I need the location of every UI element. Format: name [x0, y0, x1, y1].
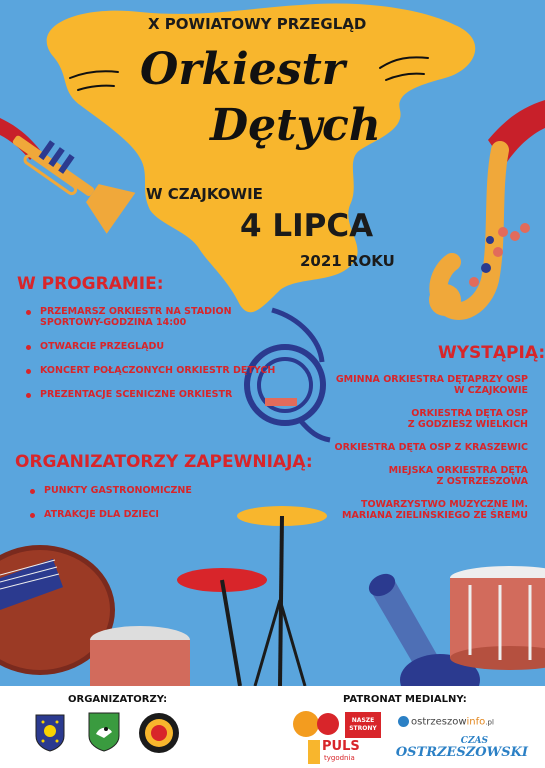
performers-list [335, 374, 528, 521]
czas-ostrzeszowski-logo [368, 736, 528, 762]
czas-text-b: OSTRZESZOWSKI [395, 745, 528, 760]
ostrzeszowinfo-logo [398, 716, 494, 728]
provide-list [30, 485, 192, 520]
list-item [26, 341, 275, 352]
puls-text: PULS [322, 739, 360, 754]
ostrz-text-a: ostrzeszow [411, 716, 467, 728]
program-heading: W PROGRAMIE: [17, 274, 164, 294]
coat-of-arms-icon [35, 714, 65, 752]
performer-5b: MARIANA ZIELIŃSKIEGO ZE ŚREMU [342, 510, 528, 521]
list-item [30, 485, 192, 496]
fire-brigade-badge-icon [138, 712, 180, 754]
drum-right [450, 566, 545, 670]
provide-item-2: ATRAKCJE DLA DZIECI [44, 509, 159, 520]
drum-bottom [90, 626, 190, 686]
performer-1a: GMINNA ORKIESTRA DĘTAPRZY OSP [335, 374, 528, 385]
list-item [30, 509, 192, 520]
provide-item-1: PUNKTY GASTRONOMICZNE [44, 485, 192, 496]
nasze-strony-text: NASZE STRONY [349, 717, 377, 732]
event-date: 4 LIPCA [240, 208, 374, 244]
performer-1b: W CZAJKOWIE [453, 385, 528, 396]
nasze-strony-logo [345, 712, 381, 738]
drum-kit [177, 506, 327, 686]
program-item-1b: SPORTOWY-GODZINA 14:00 [40, 317, 187, 328]
program-item-1a: PRZEMARSZ ORKIESTR NA STADION [40, 306, 232, 317]
festival-subtitle: X POWIATOWY PRZEGLĄD [148, 15, 367, 33]
saxophone [429, 150, 530, 316]
title-detych: Dętych [210, 100, 381, 151]
list-item [26, 317, 275, 328]
place: W CZAJKOWIE [146, 185, 263, 203]
list-item [26, 365, 275, 376]
puls-tygodnia-logo [308, 740, 360, 764]
puls-sub-text: tygodnia [324, 754, 355, 762]
title-orkiestr: Orkiestr [140, 44, 345, 95]
program-list [26, 306, 275, 400]
performer-5a: TOWARZYSTWO MUZYCZNE IM. [360, 499, 528, 510]
list-item [26, 306, 275, 317]
media-label: PATRONAT MEDIALNY: [343, 694, 467, 705]
performer-2a: ORKIESTRA DĘTA OSP [411, 408, 528, 419]
czas-text-a: CZAS [460, 736, 488, 746]
organizers-label: ORGANIZATORZY: [68, 694, 168, 705]
performer-4b: Z OSTRZESZOWA [436, 476, 528, 487]
list-item [26, 389, 275, 400]
program-item-3: KONCERT POŁĄCZONYCH ORKIESTR DĘTYCH [40, 365, 276, 376]
program-item-2: OTWARCIE PRZEGLĄDU [40, 341, 165, 352]
performer-4a: MIEJSKA ORKIESTRA DĘTA [388, 465, 528, 476]
radio-logo-icon [292, 708, 340, 740]
footer [0, 686, 545, 768]
provide-heading: ORGANIZATORZY ZAPEWNIAJĄ: [15, 452, 313, 472]
ostrz-text-b: info [466, 716, 486, 728]
puls-badge [308, 740, 320, 764]
performer-2b: Z GODZIESZ WIELKICH [407, 419, 528, 430]
performers-heading: WYSTĄPIĄ: [438, 343, 545, 363]
lapwing-crest-icon [88, 712, 120, 752]
performer-3: ORKIESTRA DĘTA OSP Z KRASZEWIC [334, 442, 528, 453]
ostrz-text-c: .pl [485, 718, 494, 727]
program-item-4: PREZENTACJE SCENICZNE ORKIESTR [40, 389, 233, 400]
globe-icon [398, 716, 409, 727]
event-year: 2021 ROKU [300, 252, 395, 270]
